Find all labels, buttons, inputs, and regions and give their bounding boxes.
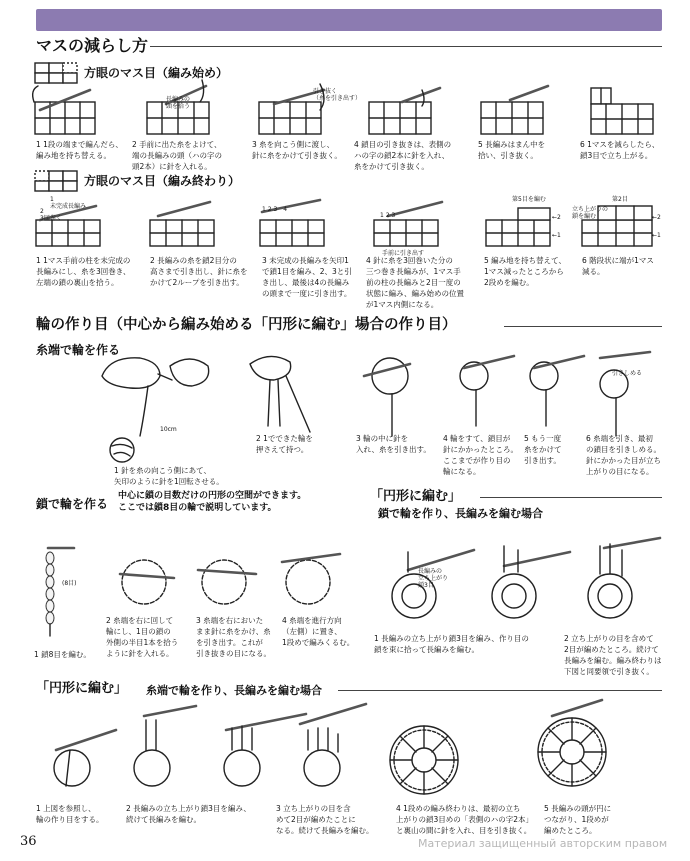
header-band [36, 9, 662, 31]
caption-end-1: 1 1マス手前の柱を未完成の 長編みにし、糸を3回巻き、 左端の鎖の裏山を拾う。 [36, 256, 131, 287]
section-rule [504, 326, 662, 327]
section-rule [150, 46, 662, 47]
badge-circular-2: 「円形に編む」 [36, 681, 128, 696]
section-rule [480, 497, 662, 498]
label-tachiagari: 長編みの 立ち上がり 鎖3目 [418, 568, 449, 590]
label-end-a5: 手前に引き出す [382, 250, 425, 257]
caption-circular2-5: 5 長編みの頭が円に つながり、1段めが 編めたところ。 [544, 804, 612, 835]
label-end-a10: ←1 [552, 232, 561, 239]
caption-end-2: 2 長編みの糸を鎖2目分の 高さまで引き出し、針に糸を かけて2ループを引き出す。 [150, 256, 248, 287]
caption-yarn-5: 5 もう一度 糸をかけて 引き出す。 [524, 434, 562, 465]
grid-end-icon [34, 170, 80, 194]
badge-circular-1: 「円形に編む」 [370, 489, 462, 504]
label-end-a2: 2 3回巻く [40, 208, 62, 223]
caption-yarn-3: 3 輪の中に針を 入れ、糸を引き出す。 [356, 434, 431, 454]
caption-yarn-6: 6 糸端を引き、最初 の鎖目を引きしめる。 針にかかった目が立ち 上がりの目になる。 [586, 434, 661, 476]
label-end-a4: 1 2 3 [380, 212, 396, 219]
label-end-a9: ←2 [552, 214, 561, 221]
caption-circular2-2: 2 長編みの立ち上がり鎖3目を編み、 続けて長編みを編む。 [126, 804, 251, 824]
round-finished [538, 700, 606, 786]
section-title-decrease: マスの減らし方 [36, 36, 149, 55]
caption-circular2-3: 3 立ち上がりの目を含 めて2目が編めたことに なる。続けて長編みを編む。 [276, 804, 374, 835]
caption-end-4: 4 針に糸を3回巻いた分の 三つ巻き長編みが、1マス手 前の柱の長編みと2目一度の 状態に編み、編み始めの位置 が1マス内側になる。 [366, 256, 464, 309]
label-pick-top: 長編みの 頭を拾う [166, 96, 191, 111]
subtitle-circular-2: 糸端で輪を作り、長編みを編む場合 [146, 684, 322, 697]
caption-yarn-2: 2 1でできた輪を 押さえて持つ。 [256, 434, 313, 454]
caption-start-3: 3 糸を向こう側に渡し、 針に糸をかけて引き抜く。 [252, 140, 342, 160]
caption-start-4: 4 鎖目の引き抜きは、表側の ハの字の鎖2本に針を入れ、 糸をかけて引き抜く。 [354, 140, 452, 171]
label-10cm: 10cm [160, 426, 177, 433]
caption-circular1-2: 2 立ち上がりの目を含めて 2目が編めたところ。続けて 長編みを編む。編み終わりは 下図と同要領で引き抜く。 [564, 634, 662, 676]
caption-start-1: 1 1段の端まで編んだら、 編み地を持ち替える。 [36, 140, 123, 160]
caption-circular1-1: 1 長編みの立ち上がり鎖3目を編み、作り目の 鎖を束に拾って長編みを編む。 [374, 634, 529, 654]
step2-ring [250, 356, 310, 432]
label-end-a1: 1 未完成長編み [50, 196, 87, 211]
subtitle-circular-1: 鎖で輪を作り、長編みを編む場合 [378, 507, 543, 520]
step1 [33, 86, 95, 134]
caption-start-2: 2 手前に出た糸をよけて、 端の長編みの頭（ハの字の 頭2本）に針を入れる。 [132, 140, 222, 171]
caption-chain-2: 2 糸端を右に回して 輪にし、1目の鎖の 外側の半目1本を拾う ように針を入れる。 [106, 616, 179, 658]
label-end-a6: 第5目を編む [512, 196, 546, 203]
note-chain-ring: 中心に鎖の目数だけの円形の空間ができます。 ここでは鎖8目の輪で説明しています。 [118, 491, 307, 514]
caption-start-6: 6 1マスを減らしたら、 鎖3目で立ち上がる。 [580, 140, 660, 160]
subtitle-yarn-ring: 糸端で輪を作る [36, 343, 121, 357]
caption-chain-1: 1 鎖8目を編む。 [34, 650, 91, 659]
label-end-a8: 第2目 [612, 196, 628, 203]
step5 [481, 86, 548, 134]
label-eight-chain: (8目) [62, 580, 77, 587]
caption-chain-4: 4 糸端を進行方向 （左側）に置き、 1段めで編みくるむ。 [282, 616, 355, 647]
label-end-a11: ←2 [652, 214, 661, 221]
illust-circular-2 [36, 696, 656, 802]
chain-8 [46, 548, 74, 636]
round-complete [390, 726, 458, 794]
step6 [591, 88, 653, 134]
label-end-a7: 立ち上がりの 鎖を編む [572, 206, 609, 221]
caption-yarn-4: 4 輪をすて、鎖目が 針にかかったところ。 ここまでが作り目の 輪になる。 [443, 434, 518, 476]
page-number: 36 [20, 834, 37, 849]
subtitle-grid-end: 方眼のマス目（編み終わり） [84, 174, 241, 188]
watermark: Материал защищенный авторским правом [418, 837, 668, 850]
subtitle-grid-start: 方眼のマス目（編み始め） [84, 66, 229, 80]
caption-end-3: 3 未完成の長編みを矢印1 で鎖1目を編み、2、3と引 き出し、最後は4の長編み の頭まで一度に引き出す。 [262, 256, 352, 298]
steps3-6 [364, 352, 650, 436]
caption-end-5: 5 編み地を持ち替えて、 1マス減ったところから 2段めを編む。 [484, 256, 567, 287]
step4 [369, 88, 440, 134]
caption-yarn-1: 1 針を糸の向こう側にあて、 矢印のように針を1回転させる。 [114, 466, 224, 486]
label-end-a12: ←1 [652, 232, 661, 239]
section-title-ring: 輪の作り目（中心から編み始める「円形に編む」場合の作り目） [36, 317, 457, 333]
caption-chain-3: 3 糸端を右においた まま針に糸をかけ、糸 を引き出す。これが 引き抜きの目になる。 [196, 616, 271, 658]
caption-start-5: 5 長編みはまん中を 拾い、引き抜く。 [478, 140, 546, 160]
illust-decrease-end [30, 198, 660, 254]
label-slip-through: 引き抜く （糸を引き出す） [313, 88, 362, 103]
section-rule [338, 690, 662, 691]
caption-circular2-4: 4 1段めの編み終わりは、最初の立ち 上がりの鎖3目めの「表側のハの字2本」 と裏山の間に針を入れ、目を引き抜く。 [396, 804, 534, 835]
subtitle-chain-ring: 鎖で輪を作る [36, 497, 109, 511]
label-end-a3: 1 2 3 4 [262, 206, 288, 213]
caption-circular2-1: 1 上図を参照し、 輪の作り目をする。 [36, 804, 104, 824]
hands [102, 358, 209, 462]
caption-end-6: 6 階段状に端が1マス 減る。 [582, 256, 654, 276]
label-pull-tight: 引きしめる [612, 370, 643, 377]
